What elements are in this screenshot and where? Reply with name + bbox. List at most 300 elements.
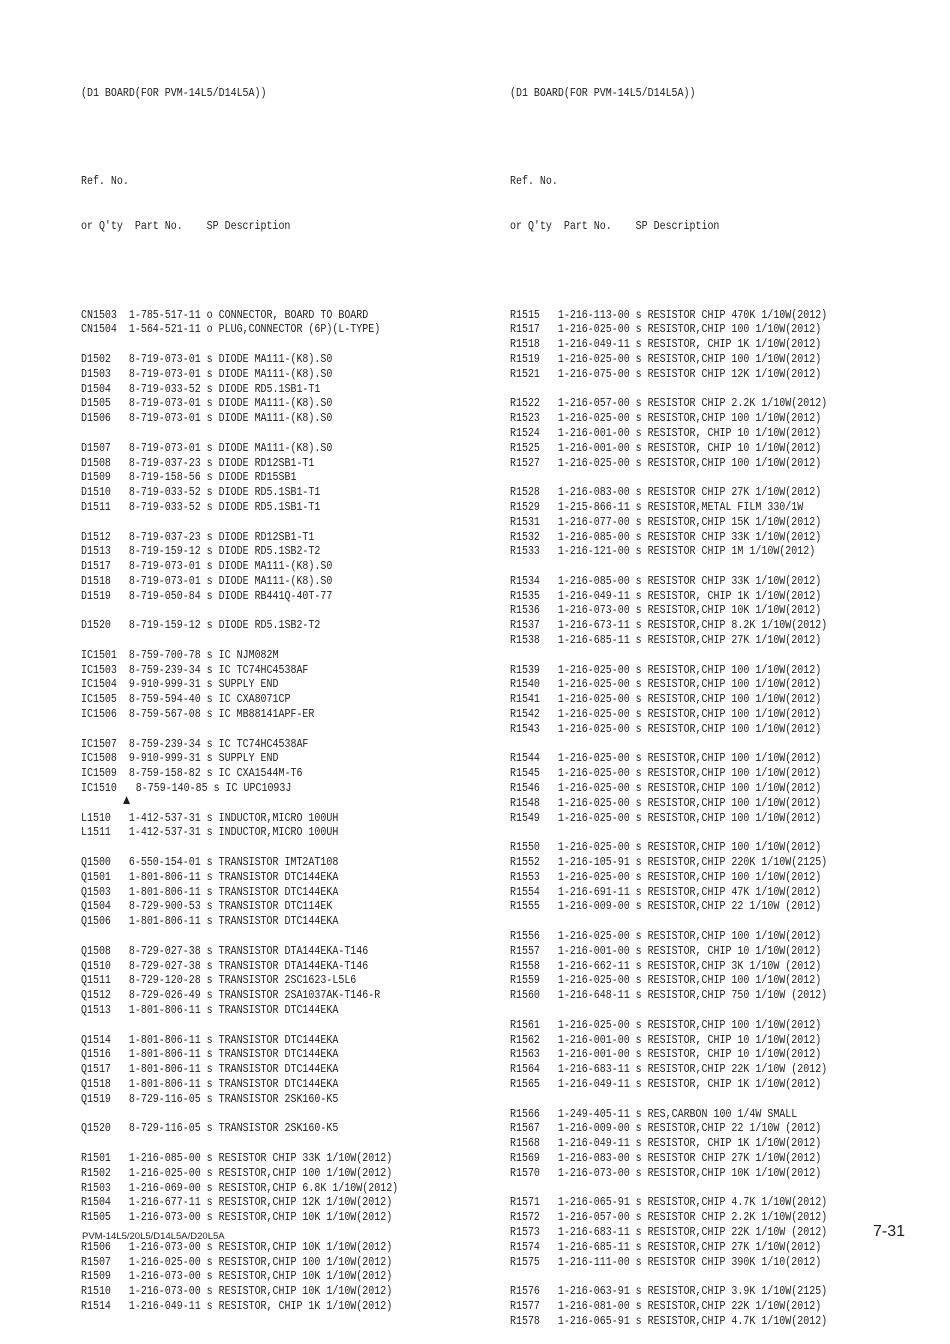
part-row [81,383,398,398]
part-description: DIODE MA111-(K8).S0 [218,367,333,381]
ref-no: D1510 [81,486,111,500]
sp-code: s [635,441,642,455]
part-number: 8-719-159-12 [128,545,201,559]
part-number: 8-719-050-84 [128,589,201,603]
part-number: 1-801-806-11 [128,1063,201,1077]
part-row [81,1004,398,1019]
ref-no: IC1506 [81,708,117,722]
sp-code: s [206,500,213,514]
ref-no: R1507 [81,1255,111,1269]
sp-code: s [635,530,642,544]
sp-code: s [206,944,213,958]
part-number: 1-216-648-11 [557,989,630,1003]
ref-no: R1554 [510,885,540,899]
part-description: RESISTOR,CHIP 4.7K 1/10W(2012) [647,1314,828,1328]
part-row [510,1108,827,1123]
sp-code: s [206,1285,213,1299]
part-row [510,960,827,975]
part-description: RESISTOR,CHIP 100 1/10W(2012) [218,1255,393,1269]
part-number: 1-216-025-00 [557,870,630,884]
sp-code: s [635,500,642,514]
sp-code: s [635,782,642,796]
part-description: TRANSISTOR DTA144EKA-T146 [218,959,369,973]
part-number: 1-216-073-00 [128,1285,201,1299]
sp-code: s [635,870,642,884]
part-description: RESISTOR,CHIP 100 1/10W(2012) [647,323,822,337]
sp-code: s [206,989,213,1003]
part-description: DIODE MA111-(K8).S0 [218,560,333,574]
part-number: 8-719-033-52 [128,500,201,514]
part-number: 1-216-073-00 [128,1270,201,1284]
sp-code: s [635,619,642,633]
part-description: PLUG,CONNECTOR (6P)(L-TYPE) [218,323,381,337]
board-title: (D1 BOARD(FOR PVM-14L5/D14L5A)) [510,86,696,100]
part-description: IC NJM082M [218,648,279,662]
sp-code: s [635,1033,642,1047]
sp-code: s [206,1151,213,1165]
column-header-ref: Ref. No. [81,175,129,189]
ref-no: D1504 [81,382,111,396]
part-description: RESISTOR, CHIP 1K 1/10W(2012) [647,589,822,603]
part-row [510,974,827,989]
part-number: 1-249-405-11 [557,1107,630,1121]
ref-no: R1560 [510,989,540,1003]
part-number: 1-216-049-11 [557,589,630,603]
ref-no: R1539 [510,663,540,677]
ref-no: R1540 [510,678,540,692]
sp-code: s [635,900,642,914]
part-description: RESISTOR,CHIP 100 1/10W(2012) [647,870,822,884]
part-number: 9-910-999-31 [128,752,201,766]
ref-no: IC1509 [81,767,117,781]
ref-no: Q1512 [81,989,111,1003]
sp-code: s [206,959,213,973]
part-description: RESISTOR,CHIP 22K 1/10W (2012) [647,1225,828,1239]
part-row [81,678,398,693]
ref-no: R1534 [510,574,540,588]
part-description: RESISTOR,CHIP 100 1/10W(2012) [647,412,822,426]
part-number: 1-216-025-00 [128,1255,201,1269]
part-description: RESISTOR,CHIP 100 1/10W(2012) [218,1166,393,1180]
part-row [81,767,398,782]
part-row [510,678,827,693]
part-description: TRANSISTOR 2SA1037AK-T146-R [218,989,381,1003]
sp-code: s [635,1196,642,1210]
ref-no: R1570 [510,1166,540,1180]
part-description: RESISTOR,CHIP 100 1/10W(2012) [647,796,822,810]
ref-no: R1552 [510,856,540,870]
part-description: RESISTOR CHIP 27K 1/10W(2012) [647,486,822,500]
ref-no: D1506 [81,412,111,426]
sp-code: s [206,1048,213,1062]
ref-no: CN1504 [81,323,117,337]
part-row [510,353,827,368]
ref-no: R1527 [510,456,540,470]
group-spacer [510,383,827,398]
part-number: 8-719-033-52 [128,382,201,396]
ref-no: R1503 [81,1181,111,1195]
part-number: 1-216-073-00 [128,1240,201,1254]
group-spacer [510,1182,827,1197]
part-description: DIODE MA111-(K8).S0 [218,397,333,411]
ref-no: Q1511 [81,974,111,988]
part-description: RESISTOR,CHIP 100 1/10W(2012) [647,841,822,855]
sp-code: s [635,796,642,810]
ref-no: R1550 [510,841,540,855]
part-number: 1-216-025-00 [557,708,630,722]
sp-code: s [635,545,642,559]
part-number: 8-759-158-82 [128,767,201,781]
part-row [510,664,827,679]
part-row [81,856,398,871]
part-number: 1-216-057-00 [557,1211,630,1225]
part-number: 8-729-027-38 [128,959,201,973]
part-description: RESISTOR,CHIP 10K 1/10W(2012) [218,1285,393,1299]
sp-code: s [635,456,642,470]
part-row [510,309,827,324]
ref-no: R1543 [510,722,540,736]
part-number: 1-216-025-00 [557,811,630,825]
part-description: RESISTOR CHIP 390K 1/10(2012) [647,1255,822,1269]
group-spacer [81,1137,398,1152]
part-row [510,871,827,886]
part-number: 1-801-806-11 [128,1033,201,1047]
ref-no: R1532 [510,530,540,544]
part-number: 1-216-063-91 [557,1285,630,1299]
sp-code: s [206,737,213,751]
sp-code: s [635,1225,642,1239]
part-number: 1-216-065-91 [557,1314,630,1328]
part-description: DIODE MA111-(K8).S0 [218,412,333,426]
part-row [510,427,827,442]
part-description: DIODE RD12SB1-T1 [218,456,315,470]
part-description: RESISTOR,CHIP 100 1/10W(2012) [647,693,822,707]
part-number: 1-216-001-00 [557,1033,630,1047]
group-spacer [510,1093,827,1108]
part-row [81,471,398,486]
sp-code: s [206,1211,213,1225]
ref-no: Q1503 [81,885,111,899]
part-number: 1-216-001-00 [557,426,630,440]
ref-no: R1569 [510,1151,540,1165]
sp-code: s [635,486,642,500]
part-row [510,1048,827,1063]
part-description: IC UPC1093J [225,782,292,796]
part-number: 1-216-049-11 [557,1137,630,1151]
part-description: IC TC74HC4538AF [218,737,309,751]
part-description: RESISTOR,CHIP 10K 1/10W(2012) [647,1166,822,1180]
sp-code: s [206,885,213,899]
part-description: RESISTOR,CHIP 100 1/10W(2012) [647,722,822,736]
ref-no: R1562 [510,1033,540,1047]
group-spacer [81,634,398,649]
part-number: 1-801-806-11 [128,885,201,899]
part-number: 1-216-113-00 [557,308,630,322]
part-description: RESISTOR,CHIP 100 1/10W(2012) [647,752,822,766]
part-description: RESISTOR,CHIP 3.9K 1/10W(2125) [647,1285,828,1299]
sp-code: s [206,1092,213,1106]
sp-code: s [206,589,213,603]
part-number: 1-216-085-00 [128,1151,201,1165]
part-number: 1-216-685-11 [557,634,630,648]
part-row [510,486,827,501]
part-number: 1-216-001-00 [557,944,630,958]
part-number: 1-801-806-11 [128,870,201,884]
ref-no: R1557 [510,944,540,958]
part-description: TRANSISTOR DTC144EKA [218,915,339,929]
part-description: DIODE RD15SB1 [218,471,297,485]
sp-code: s [635,663,642,677]
part-number: 1-216-683-11 [557,1225,630,1239]
part-number: 8-759-239-34 [128,663,201,677]
part-description: RESISTOR,CHIP 22 1/10W (2012) [647,1122,822,1136]
part-row [81,989,398,1004]
part-number: 1-216-009-00 [557,900,630,914]
part-description: TRANSISTOR IMT2AT108 [218,856,339,870]
group-spacer [81,723,398,738]
ref-no: R1523 [510,412,540,426]
part-row [81,457,398,472]
part-row [510,856,827,871]
group-spacer [81,1108,398,1123]
sp-code: s [206,382,213,396]
ref-no: IC1501 [81,648,117,662]
ref-no: R1558 [510,959,540,973]
part-description: RESISTOR,CHIP 100 1/10W(2012) [647,974,822,988]
part-description: RESISTOR, CHIP 1K 1/10W(2012) [647,1137,822,1151]
part-row [81,1063,398,1078]
sp-code: s [206,1240,213,1254]
part-row [510,1196,827,1211]
part-description: RESISTOR,CHIP 100 1/10W(2012) [647,1018,822,1032]
part-description: RESISTOR,CHIP 22K 1/10W (2012) [647,1063,828,1077]
group-spacer [81,841,398,856]
ref-no: CN1503 [81,308,117,322]
ref-no: D1509 [81,471,111,485]
sp-code: s [635,1166,642,1180]
part-row [81,1078,398,1093]
sp-code: s [635,678,642,692]
part-number: 1-801-806-11 [128,1077,201,1091]
ref-no: R1571 [510,1196,540,1210]
sp-code: s [635,604,642,618]
board-title: (D1 BOARD(FOR PVM-14L5/D14L5A)) [81,86,267,100]
ref-no: R1544 [510,752,540,766]
part-number: 8-729-116-05 [128,1122,201,1136]
sp-code: s [635,1107,642,1121]
ref-no: R1515 [510,308,540,322]
group-spacer [510,471,827,486]
part-description: RESISTOR,CHIP 100 1/10W(2012) [647,708,822,722]
part-row [510,945,827,960]
part-row [81,531,398,546]
part-description: IC TC74HC4538AF [218,663,309,677]
part-number: 1-216-025-00 [557,722,630,736]
sp-code: s [635,426,642,440]
part-number: 6-550-154-01 [128,856,201,870]
sp-code: s [635,767,642,781]
part-description: RES,CARBON 100 1/4W SMALL [647,1107,798,1121]
sp-code: s [206,486,213,500]
part-row [510,501,827,516]
group-spacer [510,738,827,753]
sp-code: s [206,352,213,366]
part-row [510,604,827,619]
part-number: 1-216-683-11 [557,1063,630,1077]
part-description: RESISTOR, CHIP 10 1/10W(2012) [647,944,822,958]
part-description: TRANSISTOR 2SK160-K5 [218,1122,339,1136]
part-number: 1-216-083-00 [557,1151,630,1165]
part-description: RESISTOR, CHIP 1K 1/10W(2012) [647,1077,822,1091]
ref-no: IC1508 [81,752,117,766]
part-number: 1-216-057-00 [557,397,630,411]
part-row [510,782,827,797]
part-row [81,1122,398,1137]
ref-no: Q1520 [81,1122,111,1136]
part-row [510,1211,827,1226]
part-description: RESISTOR,CHIP 10K 1/10W(2012) [218,1240,393,1254]
part-description: RESISTOR,CHIP 100 1/10W(2012) [647,930,822,944]
part-description: RESISTOR,METAL FILM 330/1W [647,500,804,514]
part-number: 1-216-077-00 [557,515,630,529]
sp-code: s [206,456,213,470]
part-description: RESISTOR,CHIP 100 1/10W(2012) [647,811,822,825]
part-row [81,649,398,664]
sp-code: s [206,1033,213,1047]
sp-code: s [635,811,642,825]
sp-code: s [635,634,642,648]
part-row [81,1270,398,1285]
part-number: 8-729-120-28 [128,974,201,988]
part-row [510,1315,827,1330]
part-number: 1-216-073-00 [128,1211,201,1225]
sp-code: s [635,989,642,1003]
part-description: TRANSISTOR DTC144EKA [218,870,339,884]
sp-code: s [635,841,642,855]
part-description: RESISTOR CHIP 2.2K 1/10W(2012) [647,1211,828,1225]
part-number: 8-759-594-40 [128,693,201,707]
ref-no: Q1504 [81,900,111,914]
part-number: 8-759-567-08 [128,708,201,722]
part-description: DIODE RD5.1SB1-T1 [218,382,321,396]
sp-code: s [635,367,642,381]
sp-code: s [635,1299,642,1313]
part-number: 1-216-001-00 [557,441,630,455]
part-row [81,1093,398,1108]
sp-code: s [206,708,213,722]
part-description: CONNECTOR, BOARD TO BOARD [218,308,369,322]
part-row [81,397,398,412]
sp-code: s [635,1314,642,1328]
ref-no: D1511 [81,500,111,514]
sp-code: s [206,619,213,633]
part-number: 8-719-159-12 [128,619,201,633]
part-number: 8-729-026-49 [128,989,201,1003]
part-row [510,1122,827,1137]
sp-code: s [206,471,213,485]
part-row [81,708,398,723]
sp-code: s [206,1166,213,1180]
part-description: INDUCTOR,MICRO 100UH [218,811,339,825]
part-number: 1-216-673-11 [557,619,630,633]
parts-list-right-column [510,57,827,1344]
ref-no: D1513 [81,545,111,559]
part-row [81,560,398,575]
part-row [510,797,827,812]
ref-no: D1508 [81,456,111,470]
ref-no: R1576 [510,1285,540,1299]
part-number: 1-785-517-11 [128,308,201,322]
part-number: 1-216-085-00 [557,530,630,544]
part-row [510,1285,827,1300]
part-row [510,1241,827,1256]
part-row [81,1152,398,1167]
ref-no: IC1507 [81,737,117,751]
part-number: 1-801-806-11 [128,1004,201,1017]
part-number: 1-216-111-00 [557,1255,630,1269]
part-row [81,1196,398,1211]
part-number: 1-412-537-31 [128,826,201,840]
sp-code: s [206,367,213,381]
part-row [81,900,398,915]
sp-code: s [635,1063,642,1077]
ref-no: Q1513 [81,1004,111,1017]
sp-code: s [635,1048,642,1062]
part-number: 1-216-073-00 [557,604,630,618]
part-description: TRANSISTOR DTC144EKA [218,1063,339,1077]
part-number: 1-216-025-00 [557,352,630,366]
part-row [510,900,827,915]
part-row [510,1137,827,1152]
sp-code: s [206,574,213,588]
parts-list-left-column [81,57,398,1330]
part-description: RESISTOR,CHIP 100 1/10W(2012) [647,456,822,470]
part-row [510,1300,827,1315]
part-row [81,412,398,427]
ref-no: R1509 [81,1270,111,1284]
sp-code: s [206,1063,213,1077]
part-description: RESISTOR,CHIP 12K 1/10W(2012) [218,1196,393,1210]
ref-no: R1556 [510,930,540,944]
part-row [81,1285,398,1300]
ref-no: D1512 [81,530,111,544]
ref-no: D1503 [81,367,111,381]
ref-no: R1517 [510,323,540,337]
part-row [81,1034,398,1049]
ref-no: R1525 [510,441,540,455]
group-spacer [81,338,398,353]
ref-no: R1572 [510,1211,540,1225]
part-description: RESISTOR,CHIP 22K 1/10W(2012) [647,1299,822,1313]
sp-code: s [206,1077,213,1091]
ref-no: R1518 [510,338,540,352]
part-row [81,368,398,383]
part-row [510,442,827,457]
part-description: RESISTOR, CHIP 10 1/10W(2012) [647,441,822,455]
ref-no: IC1504 [81,678,117,692]
part-number: 1-216-025-00 [557,412,630,426]
part-number: 8-719-073-01 [128,397,201,411]
sp-code: s [206,900,213,914]
part-row [81,960,398,975]
sp-code: s [635,974,642,988]
sp-code: s [206,412,213,426]
ref-no: R1575 [510,1255,540,1269]
ref-no: R1528 [510,486,540,500]
part-row [510,1034,827,1049]
group-spacer [510,1004,827,1019]
ref-no: Q1500 [81,856,111,870]
